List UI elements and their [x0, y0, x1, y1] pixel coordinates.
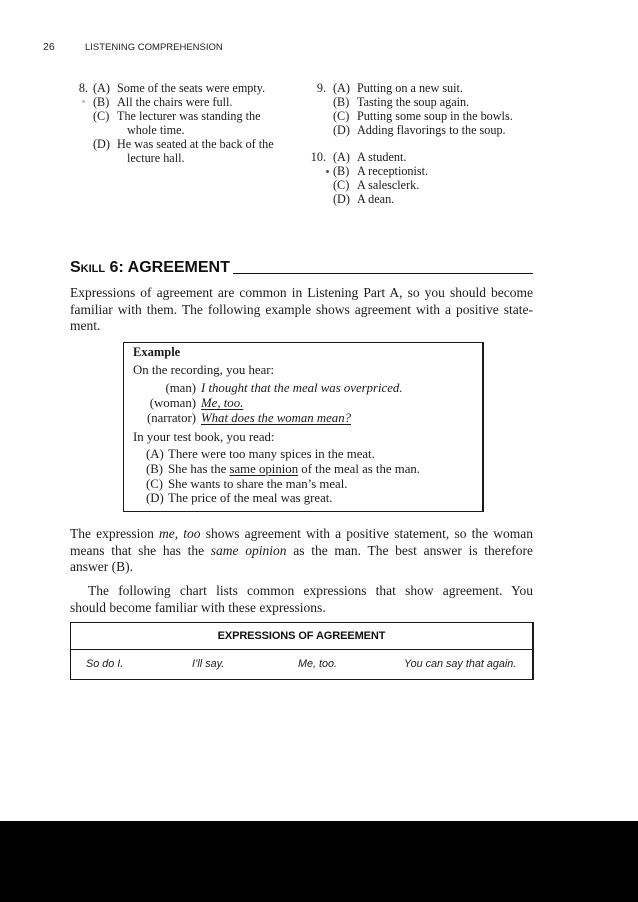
pencil-mark: [82, 100, 85, 103]
option-letter: (B): [93, 95, 110, 109]
option-letter: (D): [93, 137, 110, 151]
question-9-option-b: [299, 95, 513, 109]
dialogue-line: What does the woman mean?: [201, 410, 351, 425]
text-segment: means that she has the: [70, 542, 211, 558]
question-number: 8.: [78, 81, 88, 95]
speaker-label: (woman): [149, 395, 196, 410]
underlined-phrase: same opinion: [229, 461, 299, 476]
speaker-label: (narrator): [146, 410, 196, 425]
heading-rule: [233, 273, 533, 274]
option-letter: (A): [333, 81, 350, 95]
option-letter: (C): [146, 476, 164, 491]
text-segment: as the man. The best answer is therefore: [286, 542, 534, 558]
dialogue-line: Me, too.: [201, 395, 244, 410]
question-9-option-a: [299, 81, 513, 95]
option-letter: (A): [93, 81, 110, 95]
dialogue-woman: [133, 396, 243, 411]
option-letter: (C): [93, 109, 110, 123]
question-9: [299, 81, 513, 137]
option-text-continued: lecture hall.: [127, 151, 185, 165]
option-text: A salesclerk.: [357, 178, 420, 192]
question-10-option-a: [299, 150, 428, 164]
option-text: All the chairs were full.: [117, 95, 233, 109]
example-option-d: [146, 491, 333, 506]
question-number: 9.: [316, 81, 326, 95]
question-10: [299, 150, 428, 206]
example-box: [123, 342, 484, 512]
question-10-option-b: [299, 164, 428, 178]
option-text: Some of the seats were empty.: [117, 81, 266, 95]
option-text-rest: of the meal as the man.: [298, 461, 420, 476]
paragraph-line: [70, 543, 533, 560]
question-9-option-c: [299, 109, 513, 123]
option-letter: (C): [333, 178, 350, 192]
question-10-option-c: [299, 178, 428, 192]
option-letter: (C): [333, 109, 350, 123]
paragraph-line: Expressions of agreement are common in Listening Part A, so you should become: [70, 285, 533, 300]
page-number: 26: [43, 41, 55, 53]
example-title: Example: [133, 345, 181, 359]
section-title: Skill 6: AGREEMENT: [70, 259, 230, 276]
running-title: LISTENING COMPREHENSION: [85, 42, 223, 53]
paragraph-line: [70, 526, 533, 543]
paragraph-line: answer (B).: [70, 559, 133, 574]
question-8-option-d: [61, 137, 274, 165]
expressions-row: [71, 650, 532, 679]
example-option-a: [146, 447, 375, 462]
option-text: There were too many spices in the meat.: [168, 446, 375, 461]
option-letter: (A): [146, 446, 164, 461]
option-text: The price of the meal was great.: [168, 490, 333, 505]
dialogue-line: I thought that the meal was overpriced.: [201, 380, 403, 395]
chart-title: EXPRESSIONS OF AGREEMENT: [71, 623, 532, 650]
italic-phrase: me, too: [159, 526, 201, 541]
option-text: A dean.: [357, 192, 395, 206]
option-text: The lecturer was standing the: [117, 109, 261, 123]
option-letter: (B): [146, 461, 164, 476]
skill-heading: [70, 258, 533, 278]
question-10-option-d: [299, 192, 428, 206]
expression-item: So do I.: [86, 658, 124, 670]
dialogue-man: [133, 381, 403, 396]
example-option-c: [146, 477, 347, 492]
option-text: Putting some soup in the bowls.: [357, 109, 513, 123]
option-letter: (B): [333, 95, 350, 109]
expression-item: I’ll say.: [192, 658, 225, 670]
option-text: He was seated at the back of the: [117, 137, 274, 151]
intro-paragraph: [70, 285, 533, 335]
italic-phrase: same opinion: [210, 542, 287, 558]
chart-intro-paragraph: [70, 583, 533, 616]
question-8-option-a: [61, 81, 274, 95]
speaker-label: (man): [165, 380, 196, 395]
option-letter: (D): [333, 123, 350, 137]
paragraph-line: The following chart lists common expressions that show agreement. You: [88, 583, 533, 598]
question-9-option-d: [299, 123, 513, 137]
text-segment: The expression: [70, 526, 160, 541]
expression-item: Me, too.: [298, 658, 338, 670]
example-option-b: [146, 462, 420, 477]
book-intro: In your test book, you read:: [133, 429, 275, 444]
expressions-chart: [70, 622, 534, 680]
option-text: Putting on a new suit.: [357, 81, 463, 95]
option-text: A receptionist.: [357, 164, 429, 178]
expression-item: You can say that again.: [404, 658, 517, 670]
option-text-continued: whole time.: [127, 123, 185, 137]
option-text: Adding flavorings to the soup.: [357, 123, 506, 137]
question-8-option-b: [61, 95, 274, 109]
option-letter: (B): [333, 164, 350, 178]
pencil-mark: [326, 170, 329, 173]
text-segment: shows agreement with a positive statement, so the woman: [200, 526, 533, 541]
paragraph-line: ment.: [70, 318, 101, 333]
option-letter: (A): [333, 150, 350, 164]
paragraph-line: should become familiar with these expressions.: [70, 599, 326, 615]
option-text: Tasting the soup again.: [357, 95, 470, 109]
paragraph-line: familiar with them. The following example shows agreement with a positive state-: [70, 301, 533, 317]
question-8: [61, 81, 274, 165]
recording-intro: On the recording, you hear:: [133, 362, 275, 377]
scan-border: [0, 821, 638, 902]
dialogue-narrator: [133, 411, 351, 426]
option-letter: (D): [333, 192, 350, 206]
option-text: She has the: [168, 461, 230, 476]
option-text: She wants to share the man’s meal.: [168, 476, 348, 491]
explanation-paragraph: [70, 526, 533, 576]
option-text: A student.: [357, 150, 407, 164]
question-number: 10.: [310, 150, 326, 164]
question-8-option-c: [61, 109, 274, 137]
option-letter: (D): [146, 490, 164, 505]
